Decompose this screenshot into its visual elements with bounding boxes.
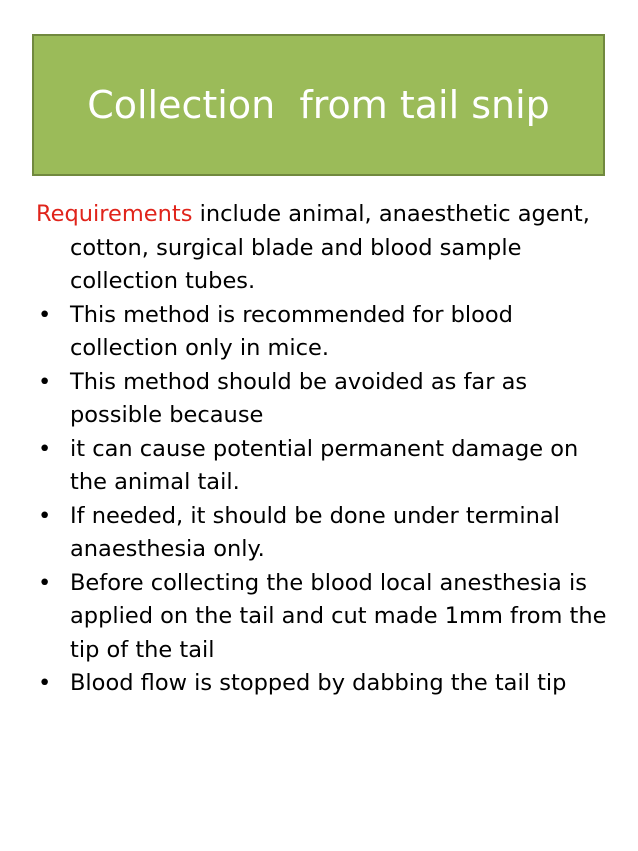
bullet-icon: •	[38, 368, 52, 395]
bullet-icon: •	[38, 502, 52, 529]
bullet-text: it can cause potential permanent damage on the animal tail.	[70, 435, 579, 495]
bullet-item	[36, 366, 616, 433]
title-box	[32, 34, 605, 176]
slide-body	[36, 198, 616, 701]
bullet-list	[36, 299, 616, 701]
bullet-icon: •	[38, 435, 52, 462]
bullet-item	[36, 500, 616, 567]
bullet-text: Before collecting the blood local anesthesia is applied on the tail and cut made 1mm from the tip of the tail	[70, 569, 607, 663]
slide-title: Collection from tail snip	[87, 83, 550, 127]
requirements-paragraph	[36, 198, 616, 299]
requirements-text: include animal, anaesthetic agent, cotton, surgical blade and blood sample collection tubes.	[70, 201, 590, 294]
bullet-text: Blood flow is stopped by dabbing the tail tip	[70, 670, 567, 696]
bullet-item	[36, 433, 616, 500]
requirements-label: Requirements	[36, 201, 193, 227]
bullet-text: This method should be avoided as far as possible because	[70, 368, 528, 428]
bullet-text: This method is recommended for blood collection only in mice.	[70, 301, 513, 361]
bullet-item	[36, 299, 616, 366]
bullet-icon: •	[38, 569, 52, 596]
bullet-text: If needed, it should be done under terminal anaesthesia only.	[70, 502, 560, 562]
bullet-icon: •	[38, 670, 52, 696]
bullet-icon: •	[38, 301, 52, 328]
bullet-item	[36, 667, 616, 701]
bullet-item	[36, 567, 616, 668]
